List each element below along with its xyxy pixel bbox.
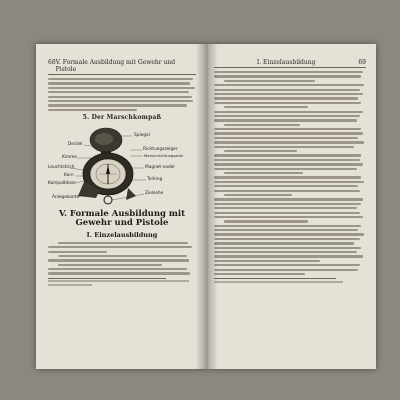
label-anlegekante: Anlegekante bbox=[52, 195, 79, 201]
label-korn: Korn bbox=[64, 173, 74, 179]
right-footnote bbox=[214, 281, 366, 283]
open-book bbox=[36, 44, 376, 369]
label-marschrichtungszahl: Marschrichtungszahl bbox=[144, 153, 184, 159]
label-teilring: Teilring bbox=[147, 177, 163, 183]
left-running-title: V. Formale Ausbildung mit Gewehr und Pistole bbox=[55, 59, 176, 73]
label-richtungszeiger: Richtungszeiger bbox=[143, 147, 178, 153]
label-magnetnadel: Magnet-nadel bbox=[145, 165, 175, 171]
label-deckel: Deckel bbox=[68, 142, 83, 148]
right-page-number: 69 bbox=[358, 59, 366, 66]
right-body-text bbox=[214, 71, 366, 275]
label-spiegel: Spiegel bbox=[134, 133, 150, 139]
left-bottom-paragraph bbox=[48, 242, 196, 275]
label-leuchtstrich: Leuchtstrich bbox=[48, 165, 75, 171]
left-page-header bbox=[48, 59, 196, 75]
subsection-heading: I. Einzelausbildung bbox=[86, 230, 158, 239]
left-top-paragraph bbox=[48, 78, 196, 111]
label-kimme: Kimme bbox=[62, 155, 78, 161]
right-page bbox=[208, 44, 376, 369]
footnote-rule bbox=[48, 278, 166, 279]
label-kompassdose: Kompaßdose bbox=[48, 181, 76, 187]
right-running-title: I. Einzelausbildung bbox=[256, 59, 316, 66]
left-page-number: 68 bbox=[48, 59, 56, 66]
label-zielsehe: Zielsehe bbox=[145, 191, 164, 197]
compass-diagram bbox=[48, 124, 198, 206]
section-heading-marschkompass: 5. Der Marschkompaß bbox=[82, 114, 162, 122]
chapter-heading: V. Formale Ausbildung mit Gewehr und Pistole bbox=[58, 209, 186, 229]
right-page-header bbox=[214, 59, 366, 68]
left-footnote bbox=[48, 280, 196, 285]
right-footnote-rule bbox=[214, 278, 336, 279]
left-page bbox=[36, 44, 204, 369]
